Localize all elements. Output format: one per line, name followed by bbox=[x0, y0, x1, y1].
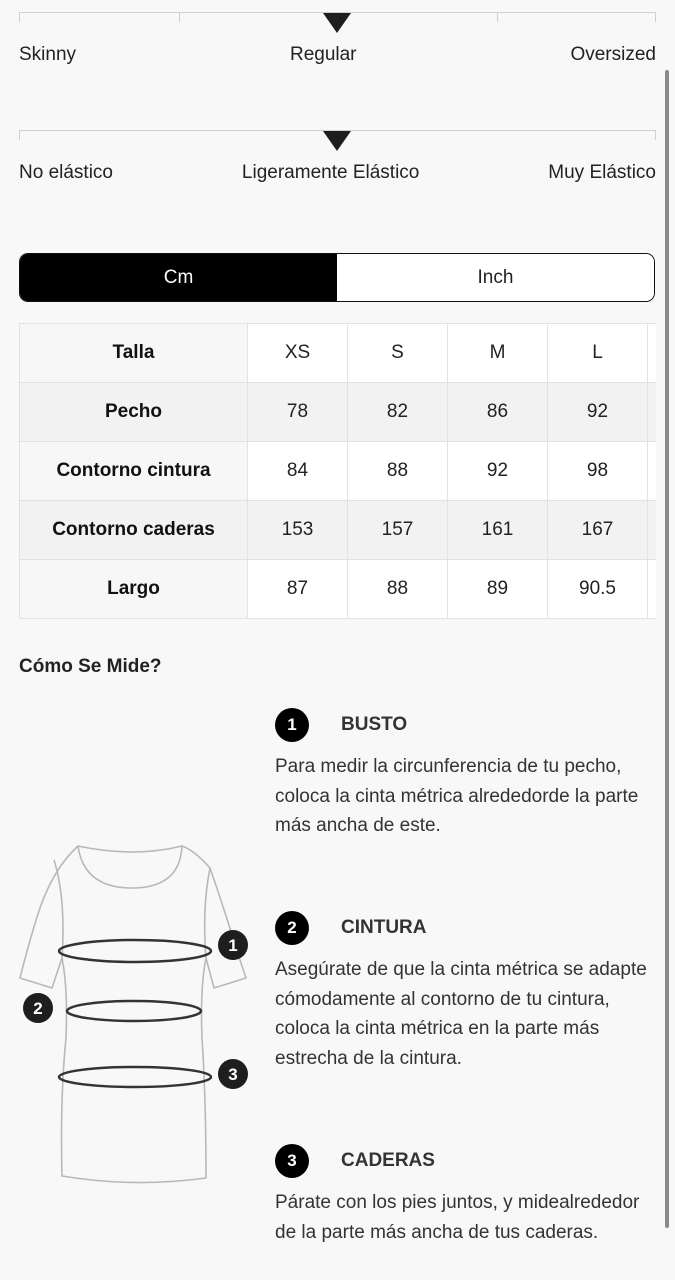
table-cell: 153 bbox=[248, 501, 348, 560]
step-number-badge: 2 bbox=[275, 911, 309, 945]
fit-slider-tick bbox=[19, 12, 20, 22]
row-label: Contorno caderas bbox=[20, 501, 248, 560]
table-row bbox=[20, 442, 657, 501]
step-name: BUSTO bbox=[341, 714, 408, 735]
size-header-s: S bbox=[348, 324, 448, 383]
step-description: Párate con los pies juntos, y midealrededor de la parte más ancha de tus caderas. bbox=[275, 1192, 640, 1243]
stretch-slider-tick bbox=[19, 130, 20, 140]
step-name: CINTURA bbox=[341, 917, 427, 938]
size-header-xs: XS bbox=[248, 324, 348, 383]
table-cell: 88 bbox=[348, 560, 448, 619]
table-cell: 88 bbox=[348, 442, 448, 501]
table-cell: 89 bbox=[448, 560, 548, 619]
how-to-measure-title: Cómo Se Mide? bbox=[19, 656, 162, 677]
fit-slider-tick bbox=[497, 12, 498, 22]
figure-marker-1: 1 bbox=[228, 936, 238, 955]
fit-slider-tick bbox=[179, 12, 180, 22]
fit-label-regular: Regular bbox=[289, 44, 357, 65]
fit-slider[interactable] bbox=[19, 12, 656, 72]
unit-cm-button[interactable]: Cm bbox=[20, 254, 337, 301]
size-header-m: M bbox=[448, 324, 548, 383]
table-cell: 98 bbox=[548, 442, 648, 501]
table-header-row bbox=[20, 324, 657, 383]
fit-label-skinny: Skinny bbox=[19, 44, 77, 65]
table-cell: 82 bbox=[348, 383, 448, 442]
table-header-label: Talla bbox=[20, 324, 248, 383]
fit-slider-marker-icon[interactable] bbox=[323, 13, 351, 33]
dress-measurement-figure bbox=[14, 838, 254, 1188]
table-cell: 167 bbox=[548, 501, 648, 560]
table-cell: 90.5 bbox=[548, 560, 648, 619]
table-cell bbox=[648, 383, 657, 442]
table-cell: 84 bbox=[248, 442, 348, 501]
row-label: Pecho bbox=[20, 383, 248, 442]
stretch-slider-marker-icon[interactable] bbox=[323, 131, 351, 151]
size-header-l: L bbox=[548, 324, 648, 383]
dress-outline-icon bbox=[14, 838, 254, 1188]
stretch-slider-tick bbox=[655, 130, 656, 140]
step-description: Asegúrate de que la cinta métrica se adapte cómodamente al contorno de tu cintura, coloca la cinta métrica en la parte más estrecha de la cintura. bbox=[275, 959, 647, 1069]
fit-label-oversized: Oversized bbox=[570, 44, 656, 65]
table-cell bbox=[648, 501, 657, 560]
unit-toggle bbox=[19, 253, 655, 302]
measure-step-bust bbox=[275, 708, 660, 841]
table-cell: 161 bbox=[448, 501, 548, 560]
table-cell bbox=[648, 442, 657, 501]
step-number-badge: 3 bbox=[275, 1144, 309, 1178]
size-table bbox=[19, 323, 656, 619]
table-cell: 86 bbox=[448, 383, 548, 442]
table-cell: 92 bbox=[448, 442, 548, 501]
stretch-label-none: No elástico bbox=[19, 162, 113, 183]
vertical-scrollbar[interactable] bbox=[665, 70, 669, 1228]
unit-inch-button[interactable]: Inch bbox=[337, 254, 654, 301]
table-cell: 157 bbox=[348, 501, 448, 560]
table-cell: 92 bbox=[548, 383, 648, 442]
step-description: Para medir la circunferencia de tu pecho, coloca la cinta métrica alrededorde la parte más ancha de este. bbox=[275, 756, 639, 836]
table-row bbox=[20, 501, 657, 560]
table-cell: 78 bbox=[248, 383, 348, 442]
figure-marker-2: 2 bbox=[33, 999, 43, 1018]
table-cell: 87 bbox=[248, 560, 348, 619]
measure-step-hips bbox=[275, 1144, 660, 1247]
size-header-more bbox=[648, 324, 657, 383]
stretch-slider[interactable] bbox=[19, 130, 656, 190]
row-label: Contorno cintura bbox=[20, 442, 248, 501]
table-row bbox=[20, 560, 657, 619]
size-table-container[interactable] bbox=[19, 323, 656, 620]
measure-step-waist bbox=[275, 911, 660, 1073]
stretch-label-high: Muy Elástico bbox=[548, 162, 656, 183]
step-name: CADERAS bbox=[341, 1150, 435, 1171]
row-label: Largo bbox=[20, 560, 248, 619]
fit-slider-tick bbox=[655, 12, 656, 22]
table-row bbox=[20, 383, 657, 442]
table-cell bbox=[648, 560, 657, 619]
step-number-badge: 1 bbox=[275, 708, 309, 742]
figure-marker-3: 3 bbox=[228, 1065, 238, 1084]
stretch-label-slight: Ligeramente Elástico bbox=[241, 162, 420, 183]
